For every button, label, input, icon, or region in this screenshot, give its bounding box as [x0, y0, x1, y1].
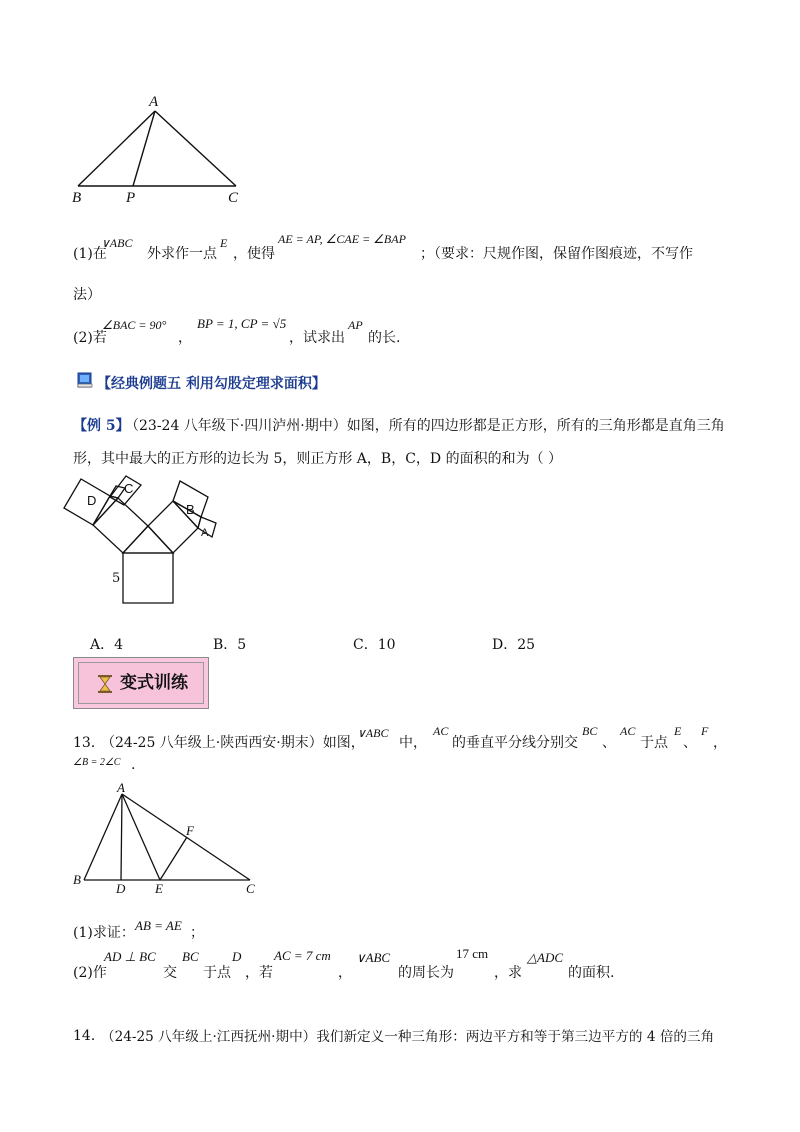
q13-label-b: B: [73, 872, 81, 887]
q13-f: F: [701, 724, 709, 738]
q1-part1-prefix: (1)在: [73, 246, 107, 262]
q13-part2-yudian: 于点: [203, 965, 231, 981]
q1-part2-angle: ∠BAC = 90°: [102, 318, 167, 332]
q14-text: （24-25 八年级上·江西抚州·期中）我们新定义一种三角形：两边平方和等于第三边平方的 4 倍的三角: [101, 1029, 715, 1045]
q1-part2-mid: ，试求出: [289, 330, 345, 346]
q13-part2-d: D: [232, 949, 242, 964]
q13-part2-qiu: ，求: [494, 965, 522, 981]
option-c: C．10: [353, 637, 396, 653]
q13-dun: 、: [602, 735, 616, 751]
q13-part2-ad: AD ⊥ BC: [104, 949, 156, 964]
q13-bc: BC: [582, 724, 598, 738]
q1-part2-condition: BP = 1, CP = √5: [197, 316, 287, 331]
q13-part1-prefix: (1)求证：: [73, 925, 135, 941]
q13-part2-adc: △ADC: [527, 950, 563, 965]
q13-part1-end: ；: [190, 925, 204, 941]
q13-yudian: 于点: [640, 735, 668, 751]
banner-title: 变式训练: [120, 673, 188, 693]
q13-part1-equation: AB = AE: [135, 918, 182, 933]
q13-part2-perimeter: 的周长为: [398, 965, 454, 981]
q13-label-e: E: [155, 881, 163, 896]
q1-part1-requirement: ；（要求：尺规作图，保留作图痕迹，不写作: [420, 246, 693, 262]
q13-condition: ∠B = 2∠C: [73, 757, 121, 768]
option-d: D．25: [492, 637, 536, 653]
q13-part2-end: 的面积.: [568, 965, 615, 981]
q14-number: 14．: [73, 1028, 105, 1044]
q13-altitude-ad: [121, 794, 122, 880]
q1-part1-mid: 外求作一点: [147, 246, 217, 262]
q1-part1-comma: ，使得: [233, 246, 275, 262]
section-title: 【经典例题五 利用勾股定理求面积】: [97, 376, 326, 392]
q13-e: E: [674, 724, 682, 738]
q13-part2-prefix: (2)作: [73, 965, 107, 981]
square-label-d: D: [87, 493, 97, 508]
q13-part2-jiao: 交: [163, 965, 177, 981]
q13-part2-ruo: ，若: [245, 965, 273, 981]
q13-label-d: D: [116, 881, 126, 896]
q1-part1-condition: AE = AP, ∠CAE = ∠BAP: [278, 232, 406, 246]
q13-mid: 的垂直平分线分别交: [452, 735, 578, 751]
q13-source: （24-25 八年级上·陕西西安·期末）如图，: [101, 735, 365, 751]
q1-part1-cont: 法）: [73, 287, 101, 303]
q1-part1-e: E: [220, 236, 228, 250]
q13-comma: ，: [713, 735, 727, 751]
square-label-b: B: [186, 502, 195, 517]
q1-part1-triangle: ∨ABC: [101, 236, 133, 250]
q13-part2-17cm: 17 cm: [456, 946, 489, 961]
q1-part2-ap: AP: [348, 318, 363, 332]
label-a: A: [149, 94, 159, 110]
example-label: 【例 5】: [73, 418, 130, 434]
q13-segment-ef: [160, 837, 187, 880]
label-c: C: [228, 190, 239, 206]
q1-part2-end: 的长.: [368, 330, 401, 346]
q13-number: 13．: [73, 735, 105, 751]
example-line1: （23-24 八年级下·四川泸州·期中）如图，所有的四边形都是正方形，所有的三角形都是直角三角: [125, 418, 725, 434]
square-side-5: 5: [112, 571, 121, 586]
q1-part2-comma: ，: [178, 330, 192, 346]
q13-part2-bc: BC: [182, 949, 199, 964]
q13-dun2: 、: [683, 735, 697, 751]
label-b: B: [72, 190, 82, 206]
q13-part2-comma: ，: [338, 965, 352, 981]
q13-part2-ac: AC = 7 cm: [274, 948, 331, 963]
q13-label-a: A: [117, 780, 125, 795]
q13-part2-triangle: ∨ABC: [356, 950, 391, 965]
option-a: A．4: [90, 637, 124, 653]
example-line2: 形，其中最大的正方形的边长为 5，则正方形 A，B，C，D 的面积的和为（ ）: [73, 451, 563, 467]
q1-part2-prefix: (2)若: [73, 330, 107, 346]
q13-period: .: [131, 757, 136, 773]
q13-zhong: 中，: [399, 735, 427, 751]
square-label-c: C: [124, 481, 134, 496]
label-p: P: [126, 190, 136, 206]
q13-triangle: ∨ABC: [357, 726, 389, 740]
q13-label-f: F: [186, 823, 194, 838]
square-label-a: A: [201, 527, 209, 539]
q13-ac: AC: [433, 724, 449, 738]
q13-side-ab: [84, 794, 122, 880]
q13-label-c: C: [246, 881, 255, 896]
q13-ac2: AC: [620, 724, 636, 738]
option-b: B．5: [213, 637, 247, 653]
